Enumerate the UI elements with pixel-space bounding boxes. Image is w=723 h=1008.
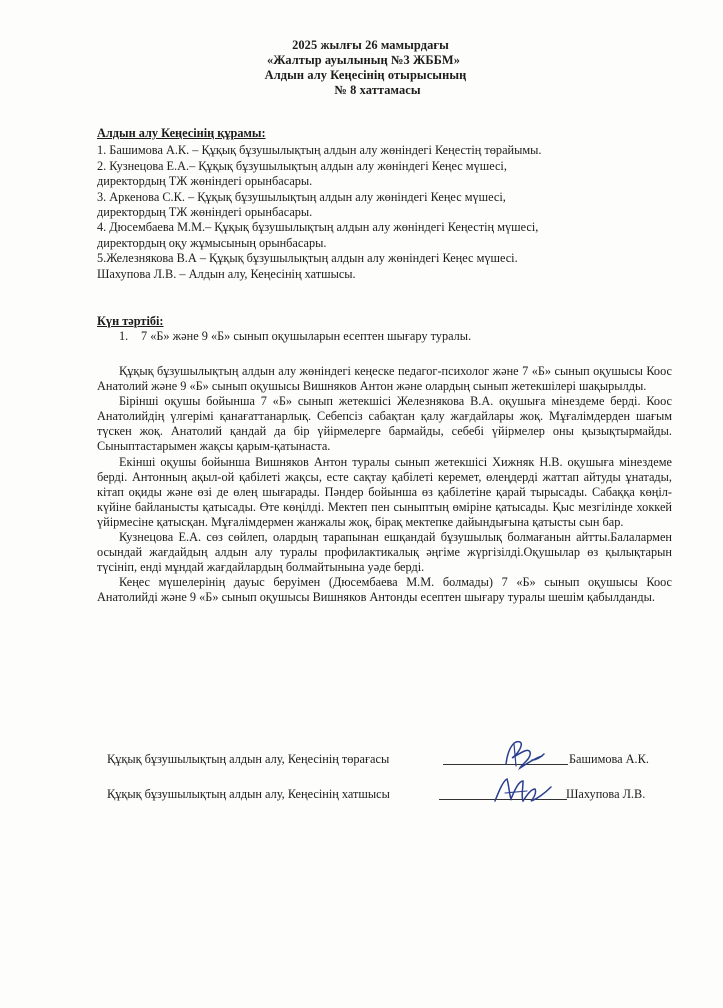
paragraph-second-student: Екінші оқушы бойынша Вишняков Антон туралы сынып жетекшісі Хижняк Н.В. оқушыға мінездеме берді. Антонның ақыл-ой қабілеті жақсы, есте сақтау қабілеті керемет, өлеңдерді жаттап айтуды ұнатады, кітап оқиды және өзі де өлең шығарады. Пәндер бойынша өз қабілетіне қарай тырысады. Сабаққа көңіл-күйіне байланысты қатысады. Өте көңілді. Мектеп пен сыныптың өміріне қатысады. Қыс мезгілінде хоккей үйірмесіне қатысқан. Мұғалімдермен жанжалы жоқ, бірақ мектепке дайындығына қатысты сын бар. bbox=[97, 454, 672, 529]
agenda bbox=[97, 314, 697, 344]
composition-line: Шахупова Л.В. – Алдын алу, Кеңесінің хатшысы. bbox=[97, 266, 356, 281]
composition-line: директордың ТЖ жөніндегі орынбасары. bbox=[97, 174, 313, 189]
chair-handwritten-signature bbox=[492, 734, 562, 774]
composition-line: 4. Дюсембаева М.М.– Құқық бұзушылықтың алдын алу жөніндегі Кеңестің мүшесі, bbox=[97, 220, 539, 235]
composition-line: директордың ТЖ жөніндегі орынбасары. bbox=[97, 205, 313, 220]
composition-line: 1. Башимова А.К. – Құқық бұзушылықтың алдын алу жөніндегі Кеңестің төрайымы. bbox=[97, 143, 542, 158]
secretary-handwritten-signature bbox=[487, 771, 557, 811]
paragraph-kuznetsova: Кузнецова Е.А. сөз сөйлеп, олардың тарапынан ешқандай бұзушылық болмағанын айтты.Балалармен осындай жағдайдың алдын алу туралы профилактикалық әңгіме жүргізілді.Оқушылар өз қылықтарын түсініп, енді мұндай жағдайлардың болмайтынына уәде берді. bbox=[97, 530, 672, 575]
agenda-item bbox=[97, 329, 697, 344]
protocol-body bbox=[97, 364, 672, 606]
composition-title: Алдын алу Кеңесінің құрамы: bbox=[97, 126, 266, 140]
composition-line: директордың оқу жұмысының орынбасары. bbox=[97, 235, 327, 250]
agenda-item-number: 1. bbox=[119, 329, 129, 343]
composition-line: 5.Железнякова В.А – Құқық бұзушылықтың алдын алу жөніндегі Кеңес мүшесі. bbox=[97, 251, 518, 266]
secretary-role: Құқық бұзушылықтың алдын алу, Кеңесінің хатшысы bbox=[107, 787, 390, 801]
header-protocol-number: № 8 хаттамасы bbox=[334, 83, 421, 97]
chair-name: Башимова А.К. bbox=[569, 752, 649, 766]
paragraph-invited: Құқық бұзушылықтың алдын алу жөніндегі кеңеске педагог-психолог және 7 «Б» сынып оқушысы Коос Анатолий және 9 «Б» сынып оқушысы Вишняков Антон және олардың сынып жетекшілері шақырылды. bbox=[97, 364, 672, 394]
document-header bbox=[0, 38, 723, 98]
composition-line: 2. Кузнецова Е.А.– Құқық бұзушылықтың алдын алу жөніндегі Кеңес мүшесі, bbox=[97, 158, 507, 173]
header-date: 2025 жылғы 26 мамырдағы bbox=[292, 38, 449, 52]
paragraph-first-student: Бірінші оқушы бойынша 7 «Б» сынып жетекшісі Железнякова В.А. оқушыға мінездеме берді. Коос Анатолийдің үлгерімі қанағаттанарлық. Себепсіз сабақтан қалу жағдайлары жоқ. Мұғалімдерден шағым түскен жоқ. Анатолий қандай да бір үйірмелерге бармайды, себебі үйірмелер оны қызықтырмайды. Сыныптастарымен жақсы қарым-қатынаста. bbox=[97, 394, 672, 454]
header-council: Алдын алу Кеңесінің отырысының bbox=[264, 68, 467, 82]
secretary-name: Шахупова Л.В. bbox=[566, 787, 646, 801]
agenda-title: Күн тәртібі: bbox=[97, 314, 164, 328]
paragraph-decision: Кеңес мүшелерінің дауыс беруімен (Дюсембаева М.М. болмады) 7 «Б» сынып оқушысы Коос Анатолийді және 9 «Б» сынып оқушысы Вишняков Антонды есептен шығару туралы шешім қабылданды. bbox=[97, 575, 672, 605]
chair-role: Құқық бұзушылықтың алдын алу, Кеңесінің төрағасы bbox=[107, 752, 390, 766]
header-school: «Жалтыр ауылының №3 ЖББМ» bbox=[266, 53, 461, 67]
agenda-item-text: 7 «Б» және 9 «Б» сынып оқушыларын есептен шығару туралы. bbox=[141, 329, 472, 343]
composition-line: 3. Аркенова С.К. – Құқық бұзушылықтың алдын алу жөніндегі Кеңес мүшесі, bbox=[97, 189, 506, 204]
council-composition bbox=[97, 126, 697, 282]
